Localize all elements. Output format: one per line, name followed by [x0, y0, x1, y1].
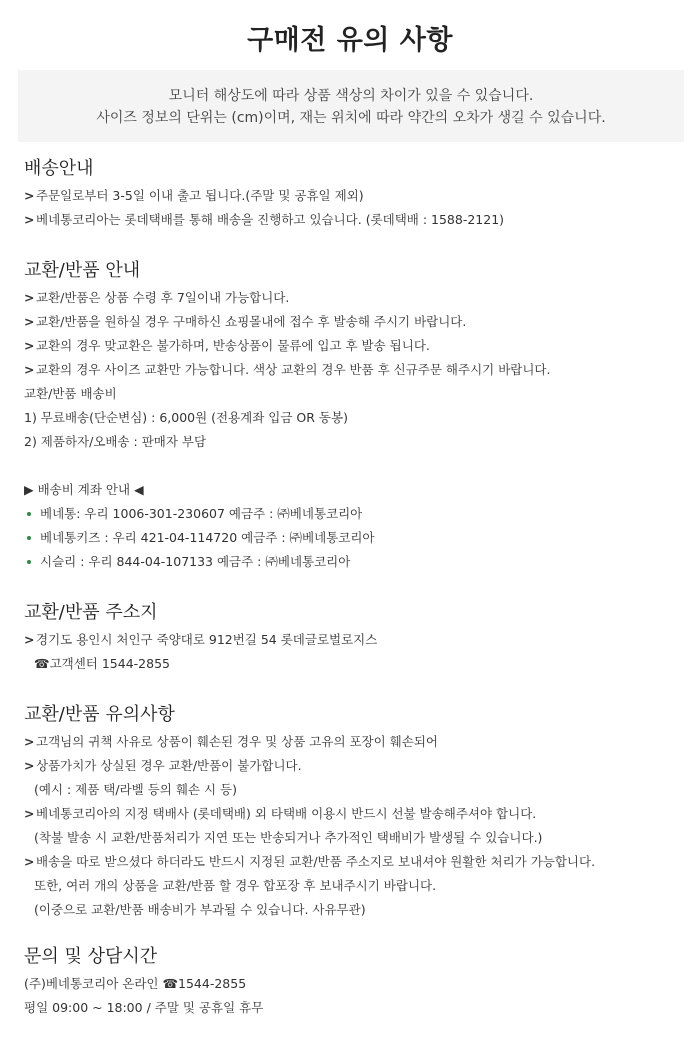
notice-box	[18, 70, 684, 142]
exchange-line-text: 교환/반품은 상품 수령 후 7일이내 가능합니다.	[36, 290, 290, 305]
shipping-line-text: 베네통코리아는 롯데택배를 통해 배송을 진행하고 있습니다. (롯데택배 : 1588-2121)	[36, 212, 505, 227]
arrow-icon: >	[24, 212, 35, 227]
notice-line-2: 사이즈 정보의 단위는 (cm)이며, 재는 위치에 따라 약간의 오차가 생길 수 있습니다.	[96, 110, 606, 126]
shipping-line-1	[24, 184, 684, 208]
exchange-section	[24, 256, 684, 574]
contact-line-2: 평일 09:00 ~ 18:00 / 주말 및 공휴일 휴무	[24, 1000, 264, 1015]
account-text: 베네통키즈 : 우리 421-04-114720 예금주 : ㈜베네통코리아	[40, 530, 375, 545]
account-line-2	[24, 526, 684, 550]
exchange-line-4	[24, 358, 684, 382]
caution-text: 고객님의 귀책 사유로 상품이 훼손된 경우 및 상품 고유의 포장이 훼손되어	[36, 734, 438, 749]
fee-title: 교환/반품 배송비	[24, 386, 117, 401]
caution-line-4	[24, 802, 684, 826]
fee-line-2: 2) 제품하자/오배송 : 판매자 부담	[24, 434, 207, 449]
arrow-icon: >	[24, 314, 35, 329]
address-phone: ☎고객센터 1544-2855	[34, 656, 170, 671]
arrow-icon: >	[24, 854, 35, 869]
exchange-line-3	[24, 334, 684, 358]
address-section	[24, 598, 684, 676]
notice-line-1: 모니터 해상도에 따라 상품 색상의 차이가 있을 수 있습니다.	[168, 88, 534, 104]
contact-line-1: (주)베네통코리아 온라인 ☎1544-2855	[24, 976, 247, 991]
address-heading: 교환/반품 주소지	[24, 602, 158, 623]
arrow-icon: >	[24, 188, 35, 203]
contact-heading: 문의 및 상담시간	[24, 946, 158, 967]
bullet-dot-icon	[27, 560, 31, 564]
caution-text: 베네통코리아의 지정 택배사 (롯데택배) 외 타택배 이용시 반드시 선불 발송해주셔야 합니다.	[36, 806, 537, 821]
caution-heading: 교환/반품 유의사항	[24, 704, 175, 725]
arrow-icon: >	[24, 806, 35, 821]
exchange-heading: 교환/반품 안내	[24, 260, 141, 281]
arrow-icon: >	[24, 734, 35, 749]
caution-line-7: 또한, 여러 개의 상품을 교환/반품 할 경우 합포장 후 보내주시기 바랍니다.	[34, 878, 437, 893]
shipping-line-2	[24, 208, 684, 232]
spacer	[24, 454, 684, 478]
shipping-line-text: 주문일로부터 3-5일 이내 출고 됩니다.(주말 및 공휴일 제외)	[36, 188, 364, 203]
shipping-section	[24, 154, 684, 232]
contact-section	[24, 942, 684, 1020]
caution-section	[24, 700, 684, 922]
caution-line-5: (착불 발송 시 교환/반품처리가 지연 또는 반송되거나 추가적인 택배비가 발생될 수 있습니다.)	[34, 830, 543, 845]
exchange-line-text: 교환의 경우 사이즈 교환만 가능합니다. 색상 교환의 경우 반품 후 신규주문 해주시기 바랍니다.	[36, 362, 551, 377]
bullet-dot-icon	[27, 536, 31, 540]
caution-line-6	[24, 850, 684, 874]
caution-text: 상품가치가 상실된 경우 교환/반품이 불가합니다.	[36, 758, 302, 773]
caution-line-2	[24, 754, 684, 778]
arrow-icon: >	[24, 290, 35, 305]
bullet-dot-icon	[27, 512, 31, 516]
caution-text: 배송을 따로 받으셨다 하더라도 반드시 지정된 교환/반품 주소지로 보내셔야 원활한 처리가 가능합니다.	[36, 854, 596, 869]
arrow-icon: >	[24, 758, 35, 773]
exchange-line-1	[24, 286, 684, 310]
caution-line-8: (이중으로 교환/반품 배송비가 부과될 수 있습니다. 사유무관)	[34, 902, 366, 917]
address-text: 경기도 용인시 처인구 죽양대로 912번길 54 롯데글로벌로지스	[36, 632, 378, 647]
shipping-heading: 배송안내	[24, 158, 94, 179]
account-text: 베네통: 우리 1006-301-230607 예금주 : ㈜베네통코리아	[40, 506, 363, 521]
arrow-icon: >	[24, 362, 35, 377]
exchange-line-text: 교환의 경우 맞교환은 불가하며, 반송상품이 물류에 입고 후 발송 됩니다.	[36, 338, 430, 353]
caution-line-3: (예시 : 제품 택/라벨 등의 훼손 시 등)	[34, 782, 237, 797]
account-line-1	[24, 502, 684, 526]
address-line-1	[24, 628, 684, 652]
page-title: 구매전 유의 사항	[247, 25, 453, 56]
account-title: ▶ 배송비 계좌 안내 ◀	[24, 482, 144, 497]
caution-line-1	[24, 730, 684, 754]
account-text: 시슬리 : 우리 844-04-107133 예금주 : ㈜베네통코리아	[40, 554, 351, 569]
account-line-3	[24, 550, 684, 574]
exchange-line-2	[24, 310, 684, 334]
arrow-icon: >	[24, 632, 35, 647]
fee-line-1: 1) 무료배송(단순변심) : 6,000원 (전용계좌 입금 OR 동봉)	[24, 410, 348, 425]
arrow-icon: >	[24, 338, 35, 353]
exchange-line-text: 교환/반품을 원하실 경우 구매하신 쇼핑몰내에 접수 후 발송해 주시기 바랍니다.	[36, 314, 467, 329]
